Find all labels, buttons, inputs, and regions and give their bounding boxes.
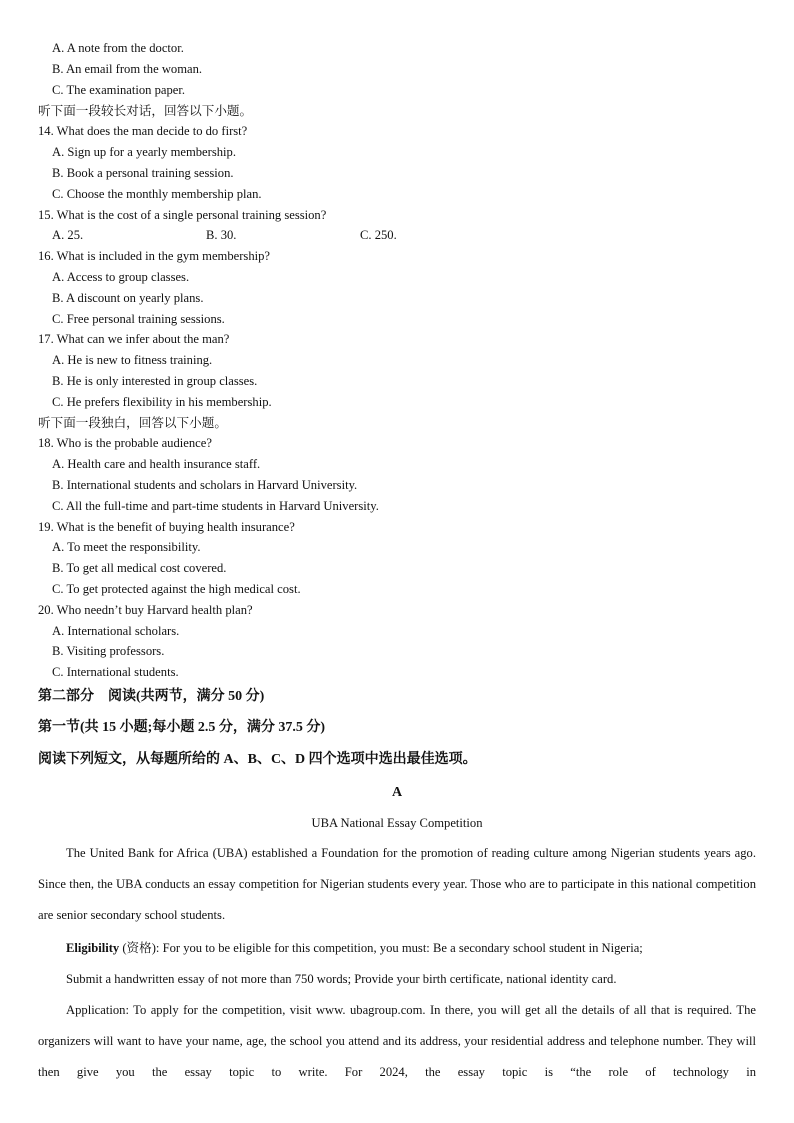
- q15-option-b: B. 30.: [206, 228, 237, 242]
- q16-question: 16. What is included in the gym membership?: [38, 249, 271, 263]
- q18-option-b: B. International students and scholars in Harvard University.: [52, 478, 358, 492]
- q13-option-a: A. A note from the doctor.: [52, 41, 184, 55]
- section1-heading: 第一节(共 15 小题;每小题 2.5 分，满分 37.5 分): [38, 720, 325, 735]
- q17-option-b: B. He is only interested in group classes.: [52, 374, 258, 388]
- q20-option-c: C. International students.: [52, 665, 179, 679]
- q13-option-c: C. The examination paper.: [52, 83, 186, 97]
- passage-eligibility: [38, 940, 756, 956]
- eligibility-label: Eligibility: [66, 941, 120, 955]
- passage-paragraph-4: Application: To apply for the competition, visit www. ubagroup.com. In there, you will get all the details of all that is required. The organizers will want to have your name, age, the school you attend and its address, your residential address and telephone number. They will then give you the essay topic to write. For 2024, the essay topic is “the role of technology in: [38, 1003, 756, 1080]
- q15-question: 15. What is the cost of a single personal training session?: [38, 208, 327, 222]
- q17-option-a: A. He is new to fitness training.: [52, 353, 213, 367]
- q19-question: 19. What is the benefit of buying health insurance?: [38, 520, 295, 534]
- q14-option-c: C. Choose the monthly membership plan.: [52, 187, 262, 201]
- q15-option-c: C. 250.: [360, 228, 397, 242]
- part2-heading: 第二部分 阅读(共两节，满分 50 分): [38, 689, 265, 704]
- passage-paragraph-1: The United Bank for Africa (UBA) established a Foundation for the promotion of reading culture among Nigerian students years ago. Since then, the UBA conducts an essay competition for Nigerian students every year. Those who are to participate in this national competition are senior secondary school students.: [38, 846, 756, 923]
- q14-option-a: A. Sign up for a yearly membership.: [52, 145, 236, 159]
- q20-question: 20. Who needn’t buy Harvard health plan?: [38, 603, 253, 617]
- reading-instruction: 阅读下列短文，从每题所给的 A、B、C、D 四个选项中选出最佳选项。: [38, 752, 477, 767]
- q15-option-a: A. 25.: [52, 228, 84, 242]
- passage-letter: A: [391, 785, 403, 800]
- q16-option-c: C. Free personal training sessions.: [52, 312, 225, 326]
- q19-option-a: A. To meet the responsibility.: [52, 540, 201, 554]
- q18-question: 18. Who is the probable audience?: [38, 436, 212, 450]
- q19-option-b: B. To get all medical cost covered.: [52, 561, 227, 575]
- q14-option-b: B. Book a personal training session.: [52, 166, 234, 180]
- q16-option-b: B. A discount on yearly plans.: [52, 291, 204, 305]
- q16-option-a: A. Access to group classes.: [52, 270, 190, 284]
- q17-question: 17. What can we infer about the man?: [38, 332, 230, 346]
- passage-paragraph-3: Submit a handwritten essay of not more than 750 words; Provide your birth certificate, national identity card.: [66, 972, 617, 986]
- q19-option-c: C. To get protected against the high medical cost.: [52, 582, 301, 596]
- q17-option-c: C. He prefers flexibility in his membership.: [52, 395, 272, 409]
- eligibility-chinese-gloss: (资格): [122, 941, 156, 955]
- instruction-monologue: 听下面一段独白，回答以下小题。: [38, 416, 227, 430]
- q18-option-c: C. All the full-time and part-time students in Harvard University.: [52, 499, 379, 513]
- passage-title: UBA National Essay Competition: [311, 816, 483, 830]
- q14-question: 14. What does the man decide to do first?: [38, 124, 248, 138]
- q20-option-b: B. Visiting professors.: [52, 644, 165, 658]
- eligibility-text: : For you to be eligible for this competition, you must: Be a secondary school student in Nigeria;: [155, 941, 643, 955]
- q18-option-a: A. Health care and health insurance staff.: [52, 457, 261, 471]
- q20-option-a: A. International scholars.: [52, 624, 180, 638]
- instruction-long-dialogue: 听下面一段较长对话，回答以下小题。: [38, 104, 253, 118]
- q13-option-b: B. An email from the woman.: [52, 62, 203, 76]
